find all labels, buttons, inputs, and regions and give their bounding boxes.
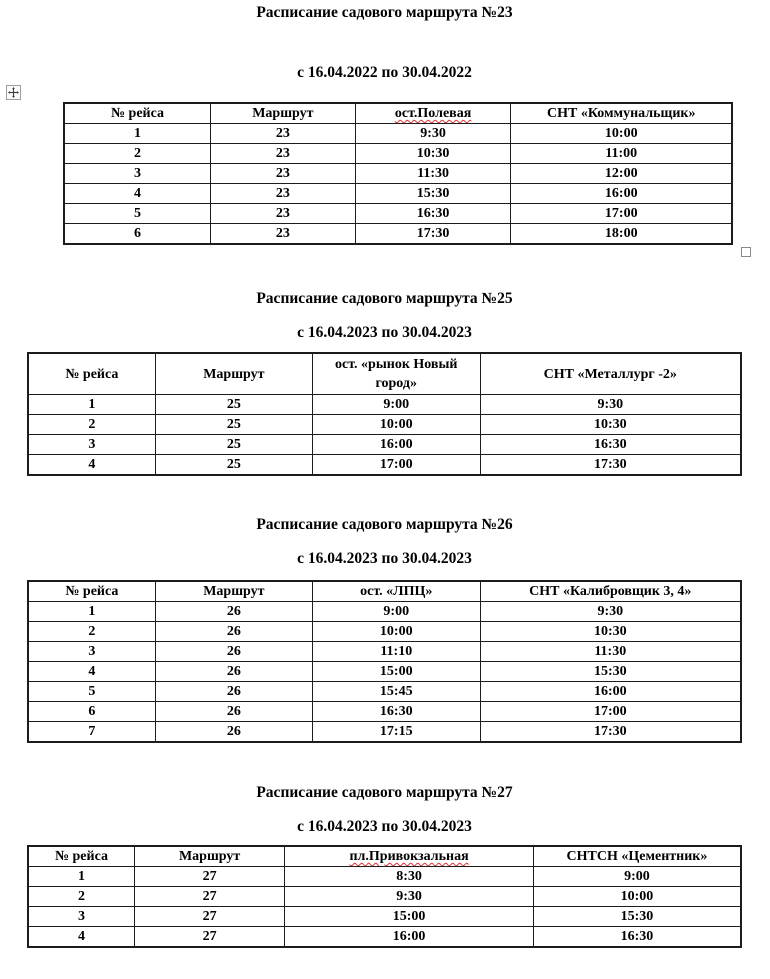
schedule-section: [27, 290, 742, 476]
table-cell: 3: [28, 907, 134, 927]
column-header-label: СНТ «Коммунальщик»: [546, 106, 696, 121]
column-header-label: № рейса: [110, 106, 165, 121]
schedule-period: с 16.04.2023 по 30.04.2023: [297, 324, 472, 341]
table-cell: 15:45: [312, 682, 480, 702]
table-row: [64, 224, 732, 245]
table-cell: 10:30: [355, 144, 511, 164]
table-cell: 26: [155, 702, 312, 722]
table-row: [28, 867, 741, 887]
column-header-label: Маршрут: [178, 849, 241, 864]
table-cell: 10:00: [312, 622, 480, 642]
column-header: [134, 846, 284, 867]
schedule-table-wrapper: [27, 580, 742, 743]
table-row: [64, 184, 732, 204]
table-row: [64, 204, 732, 224]
table-cell: 4: [28, 927, 134, 948]
column-header-label: № рейса: [65, 366, 119, 382]
column-header-label: № рейса: [54, 849, 108, 864]
column-header: [312, 353, 480, 395]
table-row: [28, 682, 741, 702]
table-cell: 7: [28, 722, 155, 743]
table-cell: 5: [64, 204, 211, 224]
table-row: [28, 415, 741, 435]
document-page: [0, 4, 770, 979]
table-cell: 1: [28, 602, 155, 622]
table-cell: 2: [64, 144, 211, 164]
table-cell: 2: [28, 415, 155, 435]
table-cell: 16:00: [511, 184, 732, 204]
schedule-period: с 16.04.2023 по 30.04.2023: [297, 818, 472, 835]
table-row: [28, 927, 741, 948]
table-cell: 25: [155, 395, 312, 415]
column-header: [511, 103, 732, 124]
column-header: [64, 103, 211, 124]
table-cell: 2: [28, 622, 155, 642]
table-cell: 4: [28, 662, 155, 682]
table-cell: 6: [64, 224, 211, 245]
table-cell: 25: [155, 415, 312, 435]
table-cell: 3: [28, 642, 155, 662]
column-header-label: ост.Полевая: [394, 106, 472, 121]
column-header: [28, 846, 134, 867]
table-cell: 23: [211, 164, 356, 184]
table-resize-handle[interactable]: [741, 247, 751, 257]
table-header-row: [28, 846, 741, 867]
table-cell: 1: [28, 867, 134, 887]
table-cell: 17:30: [480, 722, 741, 743]
table-cell: 17:00: [480, 702, 741, 722]
column-header-label: Маршрут: [252, 106, 314, 121]
table-cell: 17:30: [480, 455, 741, 476]
table-row: [28, 722, 741, 743]
table-cell: 26: [155, 622, 312, 642]
table-cell: 11:30: [480, 642, 741, 662]
table-row: [64, 164, 732, 184]
schedule-period: с 16.04.2022 по 30.04.2022: [297, 64, 472, 81]
table-cell: 5: [28, 682, 155, 702]
table-cell: 9:30: [355, 124, 511, 144]
schedule-section: [27, 516, 742, 743]
table-move-handle-icon[interactable]: [6, 85, 21, 100]
schedule-section: [27, 4, 742, 245]
table-cell: 26: [155, 602, 312, 622]
table-cell: 16:30: [355, 204, 511, 224]
table-cell: 9:00: [312, 602, 480, 622]
table-cell: 3: [64, 164, 211, 184]
table-cell: 15:30: [533, 907, 741, 927]
table-cell: 17:30: [355, 224, 511, 245]
column-header: [312, 581, 480, 602]
column-header-label: СНТСН «Цементник»: [566, 849, 708, 864]
table-cell: 11:30: [355, 164, 511, 184]
table-cell: 26: [155, 722, 312, 743]
table-cell: 27: [134, 927, 284, 948]
schedule-title: Расписание садового маршрута №27: [256, 784, 513, 801]
table-row: [64, 144, 732, 164]
table-row: [28, 887, 741, 907]
table-row: [64, 124, 732, 144]
table-cell: 11:10: [312, 642, 480, 662]
schedule-table: [27, 580, 742, 743]
table-row: [28, 435, 741, 455]
table-cell: 26: [155, 642, 312, 662]
column-header-label: пл.Привокзальная: [349, 849, 469, 864]
table-cell: 1: [64, 124, 211, 144]
schedule-table: [27, 845, 742, 948]
table-cell: 9:30: [285, 887, 534, 907]
column-header-label: Маршрут: [203, 584, 265, 599]
schedule-title: Расписание садового маршрута №26: [256, 516, 513, 533]
schedule-table-wrapper: [27, 845, 742, 948]
column-header-label: СНТ «Металлург -2»: [543, 366, 677, 382]
table-cell: 26: [155, 682, 312, 702]
table-row: [28, 395, 741, 415]
table-cell: 4: [28, 455, 155, 476]
table-cell: 16:30: [533, 927, 741, 948]
schedule-table-wrapper: [27, 352, 742, 476]
table-cell: 16:00: [312, 435, 480, 455]
table-row: [28, 702, 741, 722]
table-cell: 16:00: [285, 927, 534, 948]
table-row: [28, 455, 741, 476]
table-cell: 1: [28, 395, 155, 415]
table-cell: 2: [28, 887, 134, 907]
column-header: [28, 581, 155, 602]
table-cell: 23: [211, 144, 356, 164]
table-cell: 16:30: [480, 435, 741, 455]
table-row: [28, 602, 741, 622]
table-cell: 15:30: [480, 662, 741, 682]
column-header-label: СНТ «Калибровщик 3, 4»: [529, 584, 692, 599]
table-cell: 15:00: [312, 662, 480, 682]
table-cell: 11:00: [511, 144, 732, 164]
table-cell: 9:00: [533, 867, 741, 887]
column-header-label: ост. «ЛПЦ»: [360, 584, 433, 599]
table-header-row: [28, 581, 741, 602]
schedule-period: с 16.04.2023 по 30.04.2023: [297, 550, 472, 567]
table-cell: 18:00: [511, 224, 732, 245]
table-cell: 17:00: [312, 455, 480, 476]
table-cell: 4: [64, 184, 211, 204]
table-cell: 23: [211, 224, 356, 245]
table-row: [28, 642, 741, 662]
table-cell: 3: [28, 435, 155, 455]
table-cell: 10:00: [533, 887, 741, 907]
column-header-label: ост. «рынок Новый город»: [335, 357, 458, 391]
table-cell: 17:15: [312, 722, 480, 743]
table-cell: 25: [155, 435, 312, 455]
table-cell: 8:30: [285, 867, 534, 887]
table-row: [28, 907, 741, 927]
table-row: [28, 662, 741, 682]
column-header: [533, 846, 741, 867]
column-header: [211, 103, 356, 124]
table-cell: 23: [211, 204, 356, 224]
schedule-table: [63, 102, 733, 245]
table-cell: 9:30: [480, 395, 741, 415]
schedule-table-wrapper: [27, 102, 742, 245]
column-header-label: № рейса: [65, 584, 119, 599]
table-cell: 17:00: [511, 204, 732, 224]
table-cell: 9:00: [312, 395, 480, 415]
table-cell: 27: [134, 907, 284, 927]
table-cell: 25: [155, 455, 312, 476]
column-header-label: Маршрут: [203, 366, 265, 382]
column-header: [480, 581, 741, 602]
schedule-title: Расписание садового маршрута №25: [256, 290, 513, 307]
table-cell: 10:30: [480, 622, 741, 642]
table-cell: 6: [28, 702, 155, 722]
schedule-table: [27, 352, 742, 476]
column-header: [285, 846, 534, 867]
table-cell: 26: [155, 662, 312, 682]
table-header-row: [64, 103, 732, 124]
column-header: [155, 581, 312, 602]
table-cell: 15:30: [355, 184, 511, 204]
schedule-section: [27, 784, 742, 948]
table-cell: 27: [134, 887, 284, 907]
schedule-title: Расписание садового маршрута №23: [256, 4, 513, 21]
column-header: [355, 103, 511, 124]
table-cell: 10:30: [480, 415, 741, 435]
column-header: [28, 353, 155, 395]
table-cell: 10:00: [511, 124, 732, 144]
table-cell: 9:30: [480, 602, 741, 622]
table-cell: 15:00: [285, 907, 534, 927]
column-header: [480, 353, 741, 395]
table-cell: 27: [134, 867, 284, 887]
column-header: [155, 353, 312, 395]
table-cell: 16:30: [312, 702, 480, 722]
table-header-row: [28, 353, 741, 395]
table-cell: 12:00: [511, 164, 732, 184]
table-cell: 23: [211, 124, 356, 144]
table-cell: 16:00: [480, 682, 741, 702]
table-cell: 23: [211, 184, 356, 204]
table-cell: 10:00: [312, 415, 480, 435]
table-row: [28, 622, 741, 642]
